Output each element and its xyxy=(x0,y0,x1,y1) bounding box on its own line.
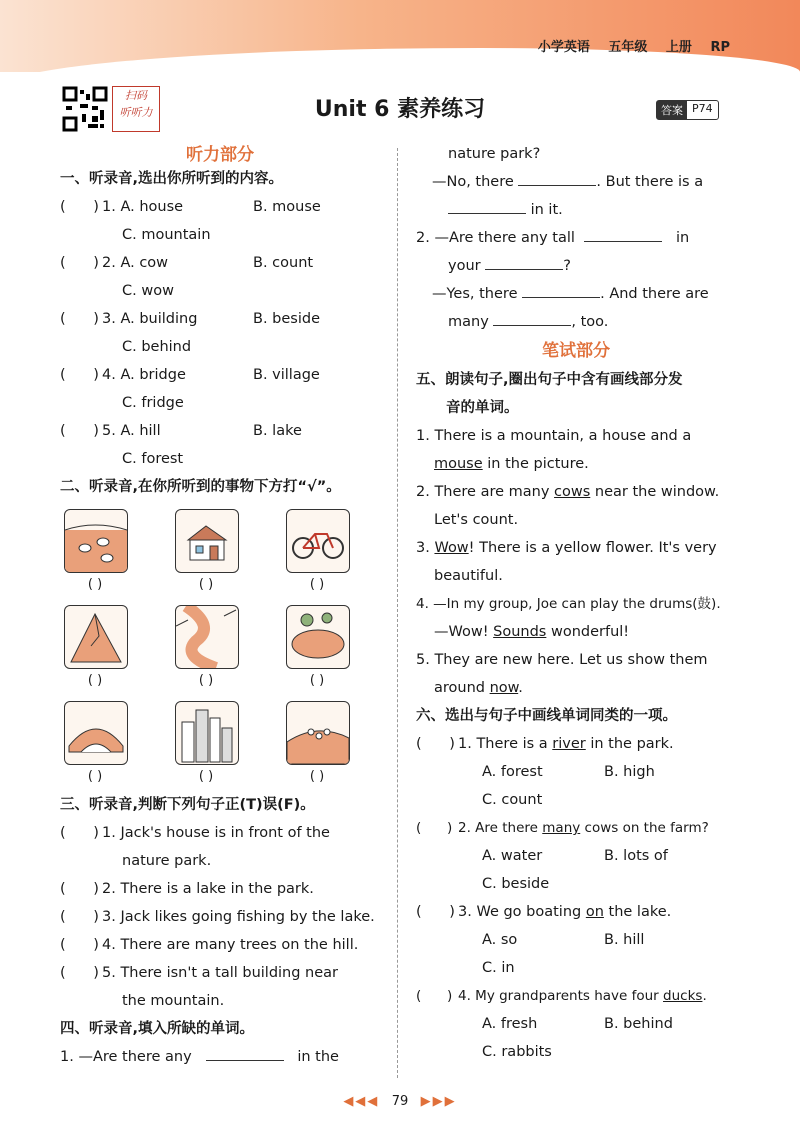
option-c: C. fridge xyxy=(122,395,184,411)
item-num: 3. xyxy=(458,904,477,920)
s6-text: We go boating xyxy=(476,904,586,920)
answer-paren[interactable]: ( ) xyxy=(416,904,455,920)
option-c: C. count xyxy=(482,792,543,808)
answer-page: P74 xyxy=(692,102,713,115)
fill-blank[interactable] xyxy=(584,227,662,242)
edition: RP xyxy=(710,40,730,55)
option-a: A. forest xyxy=(482,764,543,780)
ducks-on-lake-picture xyxy=(64,509,128,573)
option-a: A. building xyxy=(120,311,198,327)
page-number: 79 xyxy=(391,1094,409,1109)
underlined-word[interactable]: mouse xyxy=(434,456,483,472)
answer-paren[interactable]: ( ) xyxy=(309,769,325,784)
answer-paren[interactable]: ( ) xyxy=(198,673,214,688)
option-b: B. lake xyxy=(253,423,302,439)
fill-text: your xyxy=(448,258,481,274)
s6-item xyxy=(416,898,736,982)
answer-paren[interactable]: ( ) xyxy=(416,988,453,1004)
answer-paren[interactable]: ( ) xyxy=(60,825,99,841)
answer-label: 答案 xyxy=(657,101,687,119)
s1-item xyxy=(60,305,380,361)
s5-heading-2: 音的单词。 xyxy=(446,400,519,416)
answer-paren[interactable]: ( ) xyxy=(198,577,214,592)
option-b: B. behind xyxy=(604,1016,673,1032)
answer-paren[interactable]: ( ) xyxy=(60,937,99,953)
item-num: 4. xyxy=(102,367,116,383)
s5-sentence: 1. There is a mountain, a house and a xyxy=(416,428,692,444)
answer-paren[interactable]: ( ) xyxy=(87,769,103,784)
next-arrows-icon[interactable]: ▶▶▶ xyxy=(420,1094,457,1109)
tf-sentence: 2. There is a lake in the park. xyxy=(102,881,314,897)
answer-paren[interactable]: ( ) xyxy=(60,881,99,897)
option-b: B. lots of xyxy=(604,848,668,864)
s5-text: wonderful! xyxy=(546,624,630,640)
s6-heading: 六、选出与句子中画线单词同类的一项。 xyxy=(416,708,677,724)
fill-text: . But there is a xyxy=(596,174,704,190)
fill-text: —No, there xyxy=(432,174,514,190)
scan-label-2: 听听力 xyxy=(119,106,153,119)
fill-text: —Yes, there xyxy=(432,286,518,302)
column-divider xyxy=(397,148,398,1078)
fill-blank[interactable] xyxy=(206,1046,284,1061)
option-b: B. mouse xyxy=(253,199,321,215)
picture-grid xyxy=(60,501,380,791)
river-picture xyxy=(175,605,239,669)
s6-item xyxy=(416,730,736,814)
answer-paren[interactable]: ( ) xyxy=(60,367,99,383)
s5-text: . xyxy=(518,680,523,696)
tf-sentence: 5. There isn't a tall building near xyxy=(102,965,339,981)
option-c: C. in xyxy=(482,960,515,976)
option-c: C. behind xyxy=(122,339,192,355)
option-a: A. hill xyxy=(120,423,161,439)
s6-item xyxy=(416,814,736,898)
answer-paren[interactable]: ( ) xyxy=(87,673,103,688)
underlined-word[interactable]: many xyxy=(542,820,581,836)
fill-blank[interactable] xyxy=(493,311,571,326)
option-a: A. so xyxy=(482,932,518,948)
fill-text: nature park? xyxy=(448,146,541,162)
underlined-word[interactable]: river xyxy=(552,736,586,752)
s5-text: ! There is a yellow flower. It's very xyxy=(468,540,717,556)
tf-sentence-cont: nature park. xyxy=(122,853,212,869)
tf-sentence: 1. Jack's house is in front of the xyxy=(102,825,330,841)
s6-text: in the park. xyxy=(585,736,674,752)
option-b: B. high xyxy=(604,764,655,780)
fill-blank[interactable] xyxy=(522,283,600,298)
s5-sentence: 5. They are new here. Let us show them xyxy=(416,652,708,668)
option-b: B. count xyxy=(253,255,314,271)
s1-item xyxy=(60,249,380,305)
underlined-word[interactable]: cows xyxy=(554,484,591,500)
grade: 五年级 xyxy=(608,40,648,55)
item-num: 2. xyxy=(458,820,476,836)
item-num: 4. xyxy=(458,988,476,1004)
option-c: C. mountain xyxy=(122,227,211,243)
s5-text: 3. xyxy=(416,540,435,556)
s6-text: the lake. xyxy=(603,904,672,920)
s5-text: around xyxy=(434,680,490,696)
option-b: B. hill xyxy=(604,932,645,948)
underlined-word[interactable]: Sounds xyxy=(493,624,547,640)
s5-text: beautiful. xyxy=(434,568,503,584)
s2-heading: 二、听录音,在你所听到的事物下方打“√”。 xyxy=(60,479,341,495)
fill-text: in the xyxy=(297,1049,339,1065)
buildings-picture xyxy=(175,701,239,765)
option-b: B. village xyxy=(253,367,320,383)
item-num: 5. xyxy=(102,423,116,439)
s5-heading-1: 五、朗读句子,圈出句子中含有画线部分发 xyxy=(416,372,683,388)
s1-item xyxy=(60,417,380,473)
subject: 小学英语 xyxy=(537,40,590,55)
fill-text: 1. —Are there any xyxy=(60,1049,192,1065)
option-a: A. house xyxy=(120,199,184,215)
underlined-word[interactable]: now xyxy=(489,680,519,696)
s3-heading: 三、听录音,判断下列句子正(T)误(F)。 xyxy=(60,797,315,813)
s6-text: . xyxy=(702,988,707,1004)
village-picture xyxy=(286,701,350,765)
answer-paren[interactable]: ( ) xyxy=(87,577,103,592)
option-c: C. wow xyxy=(122,283,174,299)
answer-paren[interactable]: ( ) xyxy=(309,577,325,592)
fill-text: , too. xyxy=(571,314,609,330)
s5-text: in the picture. xyxy=(482,456,589,472)
left-column xyxy=(60,140,380,1071)
right-column xyxy=(416,140,736,1066)
fill-blank[interactable] xyxy=(448,199,526,214)
s6-text: My grandparents have four xyxy=(475,988,664,1004)
s5-text: Let's count. xyxy=(434,512,519,528)
s5-text: 2. There are many xyxy=(416,484,555,500)
fill-blank[interactable] xyxy=(518,171,596,186)
answer-paren[interactable]: ( ) xyxy=(60,965,99,981)
s6-text: Are there xyxy=(475,820,543,836)
page-title: Unit 6 素养练习 xyxy=(314,97,486,122)
option-a: A. bridge xyxy=(120,367,186,383)
tf-sentence: 4. There are many trees on the hill. xyxy=(102,937,359,953)
item-num: 1. xyxy=(458,736,477,752)
answer-paren[interactable]: ( ) xyxy=(60,423,99,439)
answer-paren[interactable]: ( ) xyxy=(60,311,99,327)
tf-sentence-cont: the mountain. xyxy=(122,993,225,1009)
lake-picture xyxy=(286,605,350,669)
s5-text: near the window. xyxy=(590,484,720,500)
s1-item xyxy=(60,193,380,249)
prev-arrows-icon[interactable]: ◀◀◀ xyxy=(343,1094,380,1109)
answer-paren[interactable]: ( ) xyxy=(309,673,325,688)
answer-badge[interactable] xyxy=(656,100,719,120)
answer-paren[interactable]: ( ) xyxy=(198,769,214,784)
s6-text: There is a xyxy=(476,736,553,752)
tf-sentence: 3. Jack likes going fishing by the lake. xyxy=(102,909,375,925)
fill-text: . And there are xyxy=(600,286,709,302)
option-a: A. water xyxy=(482,848,543,864)
fill-text: in it. xyxy=(530,202,563,218)
s6-item xyxy=(416,982,736,1066)
option-c: C. rabbits xyxy=(482,1044,552,1060)
option-a: A. fresh xyxy=(482,1016,538,1032)
fill-text: ? xyxy=(563,258,571,274)
underlined-word[interactable]: ducks xyxy=(663,988,703,1004)
header-band xyxy=(0,0,800,72)
underlined-word[interactable]: on xyxy=(585,904,604,920)
bicycle-picture xyxy=(286,509,350,573)
s1-heading: 一、听录音,选出你所听到的内容。 xyxy=(60,171,284,187)
answer-paren[interactable]: ( ) xyxy=(416,820,453,836)
s5-text: —Wow! xyxy=(434,624,494,640)
option-c: C. forest xyxy=(122,451,184,467)
s6-text: cows on the farm? xyxy=(580,820,709,836)
item-num: 2. xyxy=(102,255,116,271)
fill-text: 2. —Are there any tall xyxy=(416,230,575,246)
s4-heading: 四、听录音,填入所缺的单词。 xyxy=(60,1021,255,1037)
s1-item xyxy=(60,361,380,417)
option-a: A. cow xyxy=(120,255,169,271)
page-footer xyxy=(0,1094,800,1109)
fill-text: in xyxy=(675,230,690,246)
volume: 上册 xyxy=(665,40,692,55)
answer-paren[interactable]: ( ) xyxy=(60,909,99,925)
bridge-picture xyxy=(64,701,128,765)
item-num: 3. xyxy=(102,311,116,327)
mountain-picture xyxy=(64,605,128,669)
answer-paren[interactable]: ( ) xyxy=(416,736,455,752)
scan-label-1: 扫码 xyxy=(125,89,147,102)
fill-text: many xyxy=(448,314,489,330)
s5-sentence: 4. —In my group, Joe can play the drums(鼓). xyxy=(416,596,721,612)
answer-paren[interactable]: ( ) xyxy=(60,199,99,215)
header-crumbs xyxy=(524,36,730,55)
house-picture xyxy=(175,509,239,573)
fill-blank[interactable] xyxy=(485,255,563,270)
listening-section-title: 听力部分 xyxy=(186,145,254,165)
underlined-word[interactable]: Wow xyxy=(434,540,469,556)
option-b: B. beside xyxy=(253,311,320,327)
item-num: 1. xyxy=(102,199,116,215)
writing-section-title: 笔试部分 xyxy=(542,341,610,361)
answer-paren[interactable]: ( ) xyxy=(60,255,99,271)
option-c: C. beside xyxy=(482,876,550,892)
